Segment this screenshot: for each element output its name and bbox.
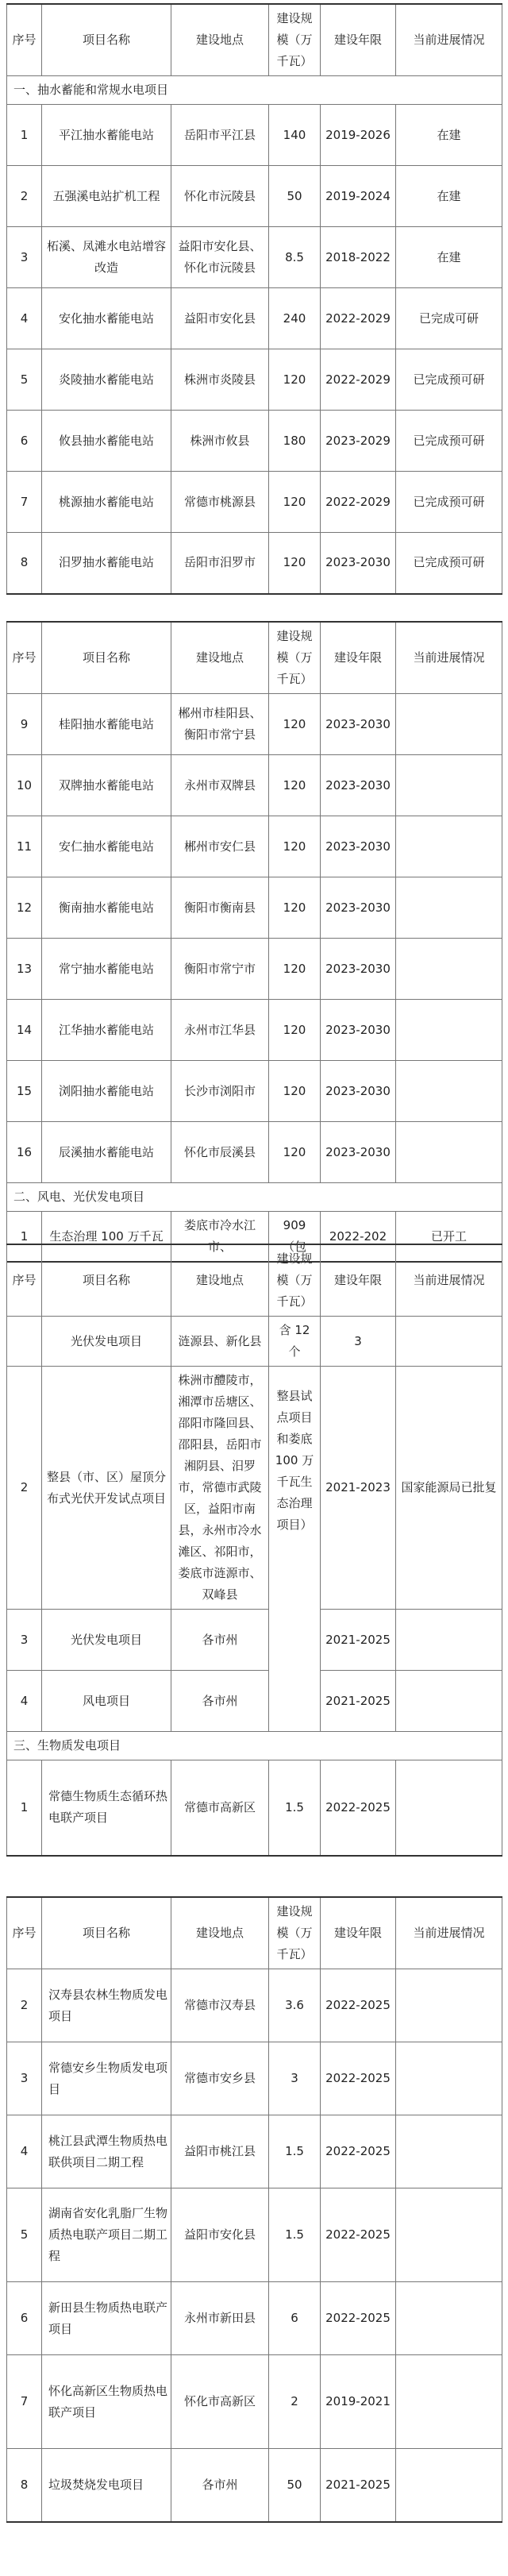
table-row — [7, 472, 502, 533]
cell-seq: 5 — [7, 2188, 42, 2282]
header-years: 建设年限 — [321, 1244, 396, 1317]
project-table-2 — [6, 621, 502, 1263]
cell-name: 光伏发电项目 — [42, 1610, 171, 1671]
cell-years: 2022-2025 — [321, 2188, 396, 2282]
table-row — [7, 816, 502, 877]
cell-years: 2023-2030 — [321, 1122, 396, 1183]
cell-status — [396, 1000, 502, 1061]
cell-status — [396, 1760, 502, 1856]
cell-status: 已完成可研 — [396, 288, 502, 349]
table-row — [7, 411, 502, 472]
cell-seq: 16 — [7, 1122, 42, 1183]
cell-seq: 2 — [7, 1367, 42, 1610]
cell-years: 2019-2026 — [321, 105, 396, 166]
cell-location: 永州市江华县 — [171, 1000, 269, 1061]
cell-years: 2023-2029 — [321, 411, 396, 472]
section-row — [7, 1183, 502, 1212]
cell-years: 2022-2025 — [321, 2115, 396, 2188]
cell-years: 2022-2025 — [321, 1760, 396, 1856]
cell-location: 永州市新田县 — [171, 2282, 269, 2355]
cell-location: 常德市汉寿县 — [171, 1969, 269, 2042]
cell-name: 光伏发电项目 — [42, 1317, 171, 1367]
table-page-3 — [6, 1244, 502, 1857]
cell-location: 各市州 — [171, 1610, 269, 1671]
cell-scale: 120 — [269, 349, 321, 411]
cell-years: 2021-2025 — [321, 2449, 396, 2522]
header-scale: 建设规模（万千瓦） — [269, 4, 321, 76]
cell-years: 2022-2025 — [321, 2282, 396, 2355]
cell-seq: 4 — [7, 1671, 42, 1732]
cell-scale: 120 — [269, 1000, 321, 1061]
cell-name: 怀化高新区生物质热电联产项目 — [42, 2355, 171, 2449]
cell-scale: 909（包 — [269, 1212, 321, 1263]
cell-name: 炎陵抽水蓄能电站 — [42, 349, 171, 411]
cell-location: 益阳市桃江县 — [171, 2115, 269, 2188]
header-seq: 序号 — [7, 1897, 42, 1969]
table-header — [7, 1897, 502, 1969]
cell-scale: 1.5 — [269, 2188, 321, 2282]
cell-status — [396, 939, 502, 1000]
cell-seq: 4 — [7, 2115, 42, 2188]
cell-years: 2022-2025 — [321, 2042, 396, 2115]
header-name: 项目名称 — [42, 4, 171, 76]
cell-location: 娄底市冷水江市、 — [171, 1212, 269, 1263]
cell-name: 攸县抽水蓄能电站 — [42, 411, 171, 472]
cell-years: 2022-202 — [321, 1212, 396, 1263]
table-row — [7, 1122, 502, 1183]
cell-scale: 50 — [269, 2449, 321, 2522]
cell-status — [396, 755, 502, 816]
cell-years: 2019-2021 — [321, 2355, 396, 2449]
table-row — [7, 1671, 502, 1732]
table-row — [7, 166, 502, 227]
cell-scale: 120 — [269, 877, 321, 939]
cell-name: 汉寿县农林生物质发电项目 — [42, 1969, 171, 2042]
table-page-2 — [6, 621, 502, 1263]
header-seq: 序号 — [7, 4, 42, 76]
table-row — [7, 877, 502, 939]
cell-years: 3 — [321, 1317, 396, 1367]
cell-seq: 14 — [7, 1000, 42, 1061]
project-table-3 — [6, 1244, 502, 1857]
project-table-4 — [6, 1896, 502, 2523]
cell-status — [396, 1969, 502, 2042]
cell-scale: 120 — [269, 472, 321, 533]
cell-name: 五强溪电站扩机工程 — [42, 166, 171, 227]
table-page-4 — [6, 1896, 502, 2523]
cell-location: 各市州 — [171, 2449, 269, 2522]
cell-years: 2023-2030 — [321, 533, 396, 594]
cell-years: 2023-2030 — [321, 1061, 396, 1122]
cell-years: 2023-2030 — [321, 755, 396, 816]
cell-seq: 7 — [7, 2355, 42, 2449]
table-row — [7, 288, 502, 349]
cell-name: 常宁抽水蓄能电站 — [42, 939, 171, 1000]
cell-years: 2023-2030 — [321, 939, 396, 1000]
cell-scale: 240 — [269, 288, 321, 349]
table-row — [7, 2042, 502, 2115]
cell-status: 已开工 — [396, 1212, 502, 1263]
cell-location: 岳阳市平江县 — [171, 105, 269, 166]
cell-scale: 180 — [269, 411, 321, 472]
header-scale: 建设规模（万千瓦） — [269, 622, 321, 694]
cell-name: 衡南抽水蓄能电站 — [42, 877, 171, 939]
table-row — [7, 1367, 502, 1610]
section-row — [7, 76, 502, 105]
cell-name: 常德安乡生物质发电项目 — [42, 2042, 171, 2115]
cell-location: 各市州 — [171, 1671, 269, 1732]
cell-seq: 3 — [7, 227, 42, 288]
cell-seq: 8 — [7, 533, 42, 594]
header-years: 建设年限 — [321, 622, 396, 694]
cell-name: 安仁抽水蓄能电站 — [42, 816, 171, 877]
cell-status — [396, 1671, 502, 1732]
table-row — [7, 1317, 502, 1367]
cell-name: 汨罗抽水蓄能电站 — [42, 533, 171, 594]
cell-location: 益阳市安化县、怀化市沅陵县 — [171, 227, 269, 288]
table-row — [7, 1610, 502, 1671]
cell-seq — [7, 1317, 42, 1367]
cell-location: 常德市桃源县 — [171, 472, 269, 533]
cell-scale: 1.5 — [269, 1760, 321, 1856]
cell-status — [396, 816, 502, 877]
cell-location: 衡阳市衡南县 — [171, 877, 269, 939]
cell-scale: 50 — [269, 166, 321, 227]
cell-seq: 1 — [7, 1760, 42, 1856]
cell-name: 江华抽水蓄能电站 — [42, 1000, 171, 1061]
cell-location: 永州市双牌县 — [171, 755, 269, 816]
cell-scale: 含 12 个 — [269, 1317, 321, 1367]
cell-status: 国家能源局已批复 — [396, 1367, 502, 1610]
section-row — [7, 1732, 502, 1760]
cell-scale: 6 — [269, 2282, 321, 2355]
cell-seq: 11 — [7, 816, 42, 877]
cell-years: 2022-2029 — [321, 472, 396, 533]
cell-years: 2023-2030 — [321, 694, 396, 755]
cell-scale: 120 — [269, 1122, 321, 1183]
cell-seq: 6 — [7, 411, 42, 472]
header-location: 建设地点 — [171, 1897, 269, 1969]
cell-location: 益阳市安化县 — [171, 288, 269, 349]
cell-location: 怀化市辰溪县 — [171, 1122, 269, 1183]
cell-location: 株洲市攸县 — [171, 411, 269, 472]
cell-status — [396, 2282, 502, 2355]
cell-years: 2021-2025 — [321, 1671, 396, 1732]
table-row — [7, 227, 502, 288]
table-row — [7, 755, 502, 816]
cell-location: 郴州市安仁县 — [171, 816, 269, 877]
header-name: 项目名称 — [42, 1897, 171, 1969]
cell-status: 已完成预可研 — [396, 533, 502, 594]
cell-location: 株洲市醴陵市，湘潭市岳塘区、邵阳市隆回县、邵阳县，岳阳市湘阴县、汨罗市，常德市武陵区，益阳市南县，永州市冷水滩区、祁阳市，娄底市涟源市、双峰县 — [171, 1367, 269, 1610]
cell-status — [396, 877, 502, 939]
cell-scale: 120 — [269, 939, 321, 1000]
header-scale: 建设规模（万千瓦） — [269, 1244, 321, 1317]
cell-status — [396, 694, 502, 755]
cell-seq: 5 — [7, 349, 42, 411]
cell-scale: 3.6 — [269, 1969, 321, 2042]
cell-years: 2019-2024 — [321, 166, 396, 227]
cell-seq: 15 — [7, 1061, 42, 1122]
cell-status: 已完成预可研 — [396, 349, 502, 411]
header-status: 当前进展情况 — [396, 1897, 502, 1969]
table-row — [7, 1760, 502, 1856]
header-status: 当前进展情况 — [396, 4, 502, 76]
table-row — [7, 349, 502, 411]
header-seq: 序号 — [7, 1244, 42, 1317]
cell-status — [396, 1122, 502, 1183]
cell-seq: 1 — [7, 105, 42, 166]
table-row — [7, 2355, 502, 2449]
cell-name: 柘溪、凤滩水电站增容改造 — [42, 227, 171, 288]
header-location: 建设地点 — [171, 4, 269, 76]
cell-location: 怀化市高新区 — [171, 2355, 269, 2449]
cell-scale: 120 — [269, 816, 321, 877]
cell-scale: 120 — [269, 694, 321, 755]
cell-seq: 4 — [7, 288, 42, 349]
cell-name: 垃圾焚烧发电项目 — [42, 2449, 171, 2522]
table-row — [7, 694, 502, 755]
cell-status — [396, 2449, 502, 2522]
cell-location: 岳阳市汨罗市 — [171, 533, 269, 594]
cell-name: 安化抽水蓄能电站 — [42, 288, 171, 349]
cell-scale: 140 — [269, 105, 321, 166]
cell-location: 怀化市沅陵县 — [171, 166, 269, 227]
cell-name: 双牌抽水蓄能电站 — [42, 755, 171, 816]
cell-name: 桂阳抽水蓄能电站 — [42, 694, 171, 755]
table-row — [7, 2188, 502, 2282]
table-row — [7, 2115, 502, 2188]
cell-name: 浏阳抽水蓄能电站 — [42, 1061, 171, 1122]
cell-seq: 3 — [7, 2042, 42, 2115]
cell-name: 风电项目 — [42, 1671, 171, 1732]
cell-location: 长沙市浏阳市 — [171, 1061, 269, 1122]
cell-years: 2022-2029 — [321, 349, 396, 411]
cell-name: 桃源抽水蓄能电站 — [42, 472, 171, 533]
table-row — [7, 2282, 502, 2355]
cell-seq: 3 — [7, 1610, 42, 1671]
cell-status: 已完成预可研 — [396, 472, 502, 533]
cell-seq: 1 — [7, 1212, 42, 1263]
cell-years: 2022-2029 — [321, 288, 396, 349]
section-title: 一、抽水蓄能和常规水电项目 — [7, 76, 502, 105]
cell-seq: 12 — [7, 877, 42, 939]
table-row — [7, 939, 502, 1000]
cell-status — [396, 2355, 502, 2449]
cell-years: 2023-2030 — [321, 1000, 396, 1061]
cell-name: 整县（市、区）屋顶分布式光伏开发试点项目 — [42, 1367, 171, 1610]
section-title: 三、生物质发电项目 — [7, 1732, 502, 1760]
cell-status — [396, 2042, 502, 2115]
cell-name: 湖南省安化乳脂厂生物质热电联产项目二期工程 — [42, 2188, 171, 2282]
header-name: 项目名称 — [42, 622, 171, 694]
cell-status: 在建 — [396, 166, 502, 227]
cell-years: 2022-2025 — [321, 1969, 396, 2042]
cell-years: 2021-2023 — [321, 1367, 396, 1610]
cell-status — [396, 2115, 502, 2188]
cell-seq: 7 — [7, 472, 42, 533]
cell-status: 已完成预可研 — [396, 411, 502, 472]
cell-seq: 2 — [7, 166, 42, 227]
cell-scale: 3 — [269, 2042, 321, 2115]
cell-location: 郴州市桂阳县、衡阳市常宁县 — [171, 694, 269, 755]
cell-scale: 8.5 — [269, 227, 321, 288]
section-title: 二、风电、光伏发电项目 — [7, 1183, 502, 1212]
cell-years: 2023-2030 — [321, 816, 396, 877]
cell-name: 辰溪抽水蓄能电站 — [42, 1122, 171, 1183]
table-row — [7, 2449, 502, 2522]
cell-seq: 10 — [7, 755, 42, 816]
table-row — [7, 1969, 502, 2042]
cell-seq: 8 — [7, 2449, 42, 2522]
table-header — [7, 1244, 502, 1317]
table-header — [7, 4, 502, 76]
header-location: 建设地点 — [171, 622, 269, 694]
cell-status — [396, 1061, 502, 1122]
cell-scale: 2 — [269, 2355, 321, 2449]
table-row — [7, 1061, 502, 1122]
project-table-1 — [6, 3, 502, 595]
header-scale: 建设规模（万千瓦） — [269, 1897, 321, 1969]
table-page-1 — [6, 3, 502, 595]
header-seq: 序号 — [7, 622, 42, 694]
header-location: 建设地点 — [171, 1244, 269, 1317]
cell-seq: 2 — [7, 1969, 42, 2042]
cell-scale: 120 — [269, 1061, 321, 1122]
cell-years: 2018-2022 — [321, 227, 396, 288]
header-years: 建设年限 — [321, 1897, 396, 1969]
cell-location: 株洲市炎陵县 — [171, 349, 269, 411]
cell-location: 益阳市安化县 — [171, 2188, 269, 2282]
table-row — [7, 105, 502, 166]
header-status: 当前进展情况 — [396, 1244, 502, 1317]
cell-status — [396, 1610, 502, 1671]
cell-seq: 13 — [7, 939, 42, 1000]
table-row — [7, 533, 502, 594]
cell-name: 新田县生物质热电联产项目 — [42, 2282, 171, 2355]
table-row — [7, 1000, 502, 1061]
cell-seq: 6 — [7, 2282, 42, 2355]
table-header — [7, 622, 502, 694]
cell-name: 桃江县武潭生物质热电联供项目二期工程 — [42, 2115, 171, 2188]
cell-scale: 120 — [269, 533, 321, 594]
cell-location: 常德市高新区 — [171, 1760, 269, 1856]
cell-years: 2023-2030 — [321, 877, 396, 939]
cell-status: 在建 — [396, 227, 502, 288]
cell-scale: 1.5 — [269, 2115, 321, 2188]
cell-location: 衡阳市常宁市 — [171, 939, 269, 1000]
cell-status: 在建 — [396, 105, 502, 166]
cell-name: 常德生物质生态循环热电联产项目 — [42, 1760, 171, 1856]
cell-location: 常德市安乡县 — [171, 2042, 269, 2115]
cell-name: 平江抽水蓄能电站 — [42, 105, 171, 166]
header-years: 建设年限 — [321, 4, 396, 76]
cell-scale: 120 — [269, 755, 321, 816]
cell-seq: 9 — [7, 694, 42, 755]
header-name: 项目名称 — [42, 1244, 171, 1317]
cell-scale: 整县试点项目和娄底 100 万千瓦生态治理项目） — [269, 1367, 321, 1732]
cell-status — [396, 1317, 502, 1367]
cell-name: 生态治理 100 万千瓦 — [42, 1212, 171, 1263]
header-status: 当前进展情况 — [396, 622, 502, 694]
cell-status — [396, 2188, 502, 2282]
cell-years: 2021-2025 — [321, 1610, 396, 1671]
cell-location: 涟源县、新化县 — [171, 1317, 269, 1367]
